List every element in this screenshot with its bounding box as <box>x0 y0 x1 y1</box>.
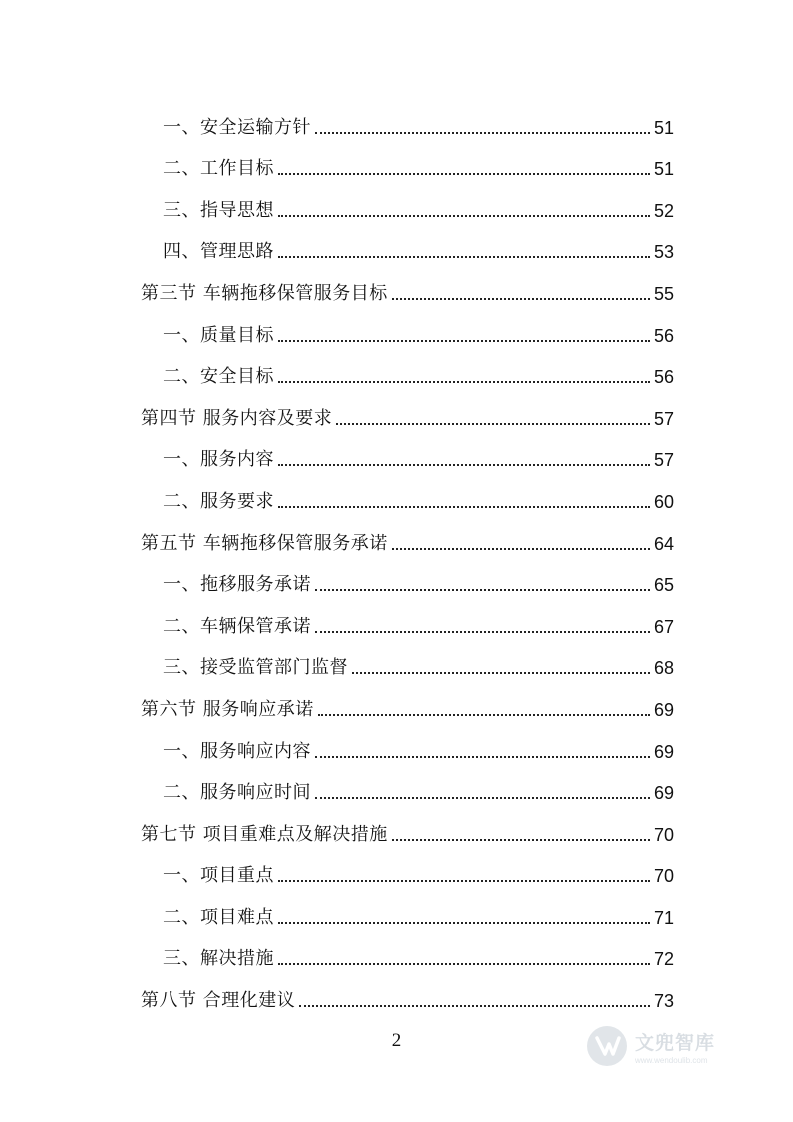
toc-entry-label: 二、工作目标 <box>163 158 274 180</box>
toc-entry-page: 70 <box>653 824 674 845</box>
toc-entry[interactable] <box>141 970 674 1012</box>
toc-entry-label: 一、服务响应内容 <box>163 740 311 762</box>
toc-entry-page: 69 <box>653 741 674 762</box>
toc-leader-dots <box>299 1005 650 1007</box>
toc-leader-dots <box>278 963 650 965</box>
toc-entry[interactable] <box>141 596 674 638</box>
toc-entry[interactable] <box>141 638 674 680</box>
toc-entry-label: 一、安全运输方针 <box>163 116 311 138</box>
toc-entry[interactable] <box>141 180 674 222</box>
toc-entry-page: 57 <box>653 408 674 429</box>
toc-entry-page: 69 <box>653 699 674 720</box>
toc-entry-page: 65 <box>653 575 674 596</box>
watermark-url: www.wendoulib.com <box>635 1055 708 1065</box>
toc-entry[interactable] <box>141 555 674 597</box>
toc-entry-page: 60 <box>653 491 674 512</box>
table-of-contents <box>141 97 674 1012</box>
watermark-text <box>635 1028 715 1065</box>
toc-entry[interactable] <box>141 388 674 430</box>
toc-entry-label: 第六节 服务响应承诺 <box>141 698 314 720</box>
toc-leader-dots <box>278 340 650 342</box>
toc-entry-label: 二、安全目标 <box>163 366 274 388</box>
toc-leader-dots <box>315 797 650 799</box>
toc-entry[interactable] <box>141 263 674 305</box>
toc-entry-label: 三、接受监管部门监督 <box>163 657 348 679</box>
toc-leader-dots <box>278 922 650 924</box>
toc-entry-page: 69 <box>653 783 674 804</box>
toc-entry-page: 57 <box>653 450 674 471</box>
watermark-title: 文兜智库 <box>635 1031 716 1054</box>
toc-leader-dots <box>278 173 650 175</box>
toc-leader-dots <box>392 298 650 300</box>
toc-leader-dots <box>315 132 650 134</box>
toc-entry[interactable] <box>141 763 674 805</box>
toc-entry-page: 72 <box>653 949 674 970</box>
toc-entry-label: 二、服务要求 <box>163 490 274 512</box>
toc-entry-label: 二、项目难点 <box>163 906 274 928</box>
toc-entry-label: 第五节 车辆拖移保管服务承诺 <box>141 532 388 554</box>
toc-leader-dots <box>315 631 650 633</box>
toc-leader-dots <box>278 880 650 882</box>
toc-entry-label: 一、服务内容 <box>163 449 274 471</box>
toc-entry[interactable] <box>141 846 674 888</box>
toc-leader-dots <box>315 756 650 758</box>
toc-entry-label: 第四节 服务内容及要求 <box>141 407 333 429</box>
toc-entry-page: 51 <box>653 117 674 138</box>
toc-leader-dots <box>315 589 650 591</box>
toc-entry[interactable] <box>141 887 674 929</box>
toc-entry-page: 51 <box>653 159 674 180</box>
toc-entry-page: 56 <box>653 325 674 346</box>
toc-entry-page: 53 <box>653 242 674 263</box>
toc-entry[interactable] <box>141 679 674 721</box>
toc-entry-page: 55 <box>653 283 674 304</box>
toc-leader-dots <box>278 381 650 383</box>
toc-leader-dots <box>392 839 650 841</box>
toc-entry[interactable] <box>141 929 674 971</box>
toc-entry-label: 一、拖移服务承诺 <box>163 574 311 596</box>
toc-leader-dots <box>352 672 650 674</box>
toc-entry-page: 67 <box>653 616 674 637</box>
toc-leader-dots <box>278 256 650 258</box>
toc-entry[interactable] <box>141 97 674 139</box>
toc-entry[interactable] <box>141 139 674 181</box>
toc-entry-label: 一、项目重点 <box>163 865 274 887</box>
toc-entry-page: 52 <box>653 200 674 221</box>
toc-leader-dots <box>278 506 650 508</box>
toc-entry-page: 56 <box>653 367 674 388</box>
toc-entry[interactable] <box>141 471 674 513</box>
toc-entry-label: 二、服务响应时间 <box>163 782 311 804</box>
toc-entry-label: 三、解决措施 <box>163 948 274 970</box>
toc-entry-label: 第七节 项目重难点及解决措施 <box>141 823 388 845</box>
toc-entry[interactable] <box>141 721 674 763</box>
toc-entry[interactable] <box>141 513 674 555</box>
toc-entry[interactable] <box>141 430 674 472</box>
toc-entry-label: 四、管理思路 <box>163 241 274 263</box>
toc-leader-dots <box>392 548 650 550</box>
toc-leader-dots <box>336 423 650 425</box>
toc-entry-label: 第八节 合理化建议 <box>141 990 296 1012</box>
toc-entry-page: 73 <box>653 991 674 1012</box>
toc-entry-page: 64 <box>653 533 674 554</box>
page-number: 2 <box>391 1030 402 1051</box>
toc-entry[interactable] <box>141 222 674 264</box>
toc-entry-label: 二、车辆保管承诺 <box>163 615 311 637</box>
toc-entry-page: 70 <box>653 866 674 887</box>
toc-leader-dots <box>278 464 650 466</box>
toc-entry[interactable] <box>141 305 674 347</box>
toc-leader-dots <box>278 215 650 217</box>
watermark <box>585 1018 755 1074</box>
wendou-logo-icon <box>585 1024 629 1068</box>
toc-entry-page: 68 <box>653 658 674 679</box>
toc-entry-label: 一、质量目标 <box>163 324 274 346</box>
toc-entry[interactable] <box>141 347 674 389</box>
toc-leader-dots <box>318 714 650 716</box>
toc-entry-label: 三、指导思想 <box>163 199 274 221</box>
toc-entry[interactable] <box>141 804 674 846</box>
toc-entry-label: 第三节 车辆拖移保管服务目标 <box>141 282 388 304</box>
toc-entry-page: 71 <box>653 907 674 928</box>
